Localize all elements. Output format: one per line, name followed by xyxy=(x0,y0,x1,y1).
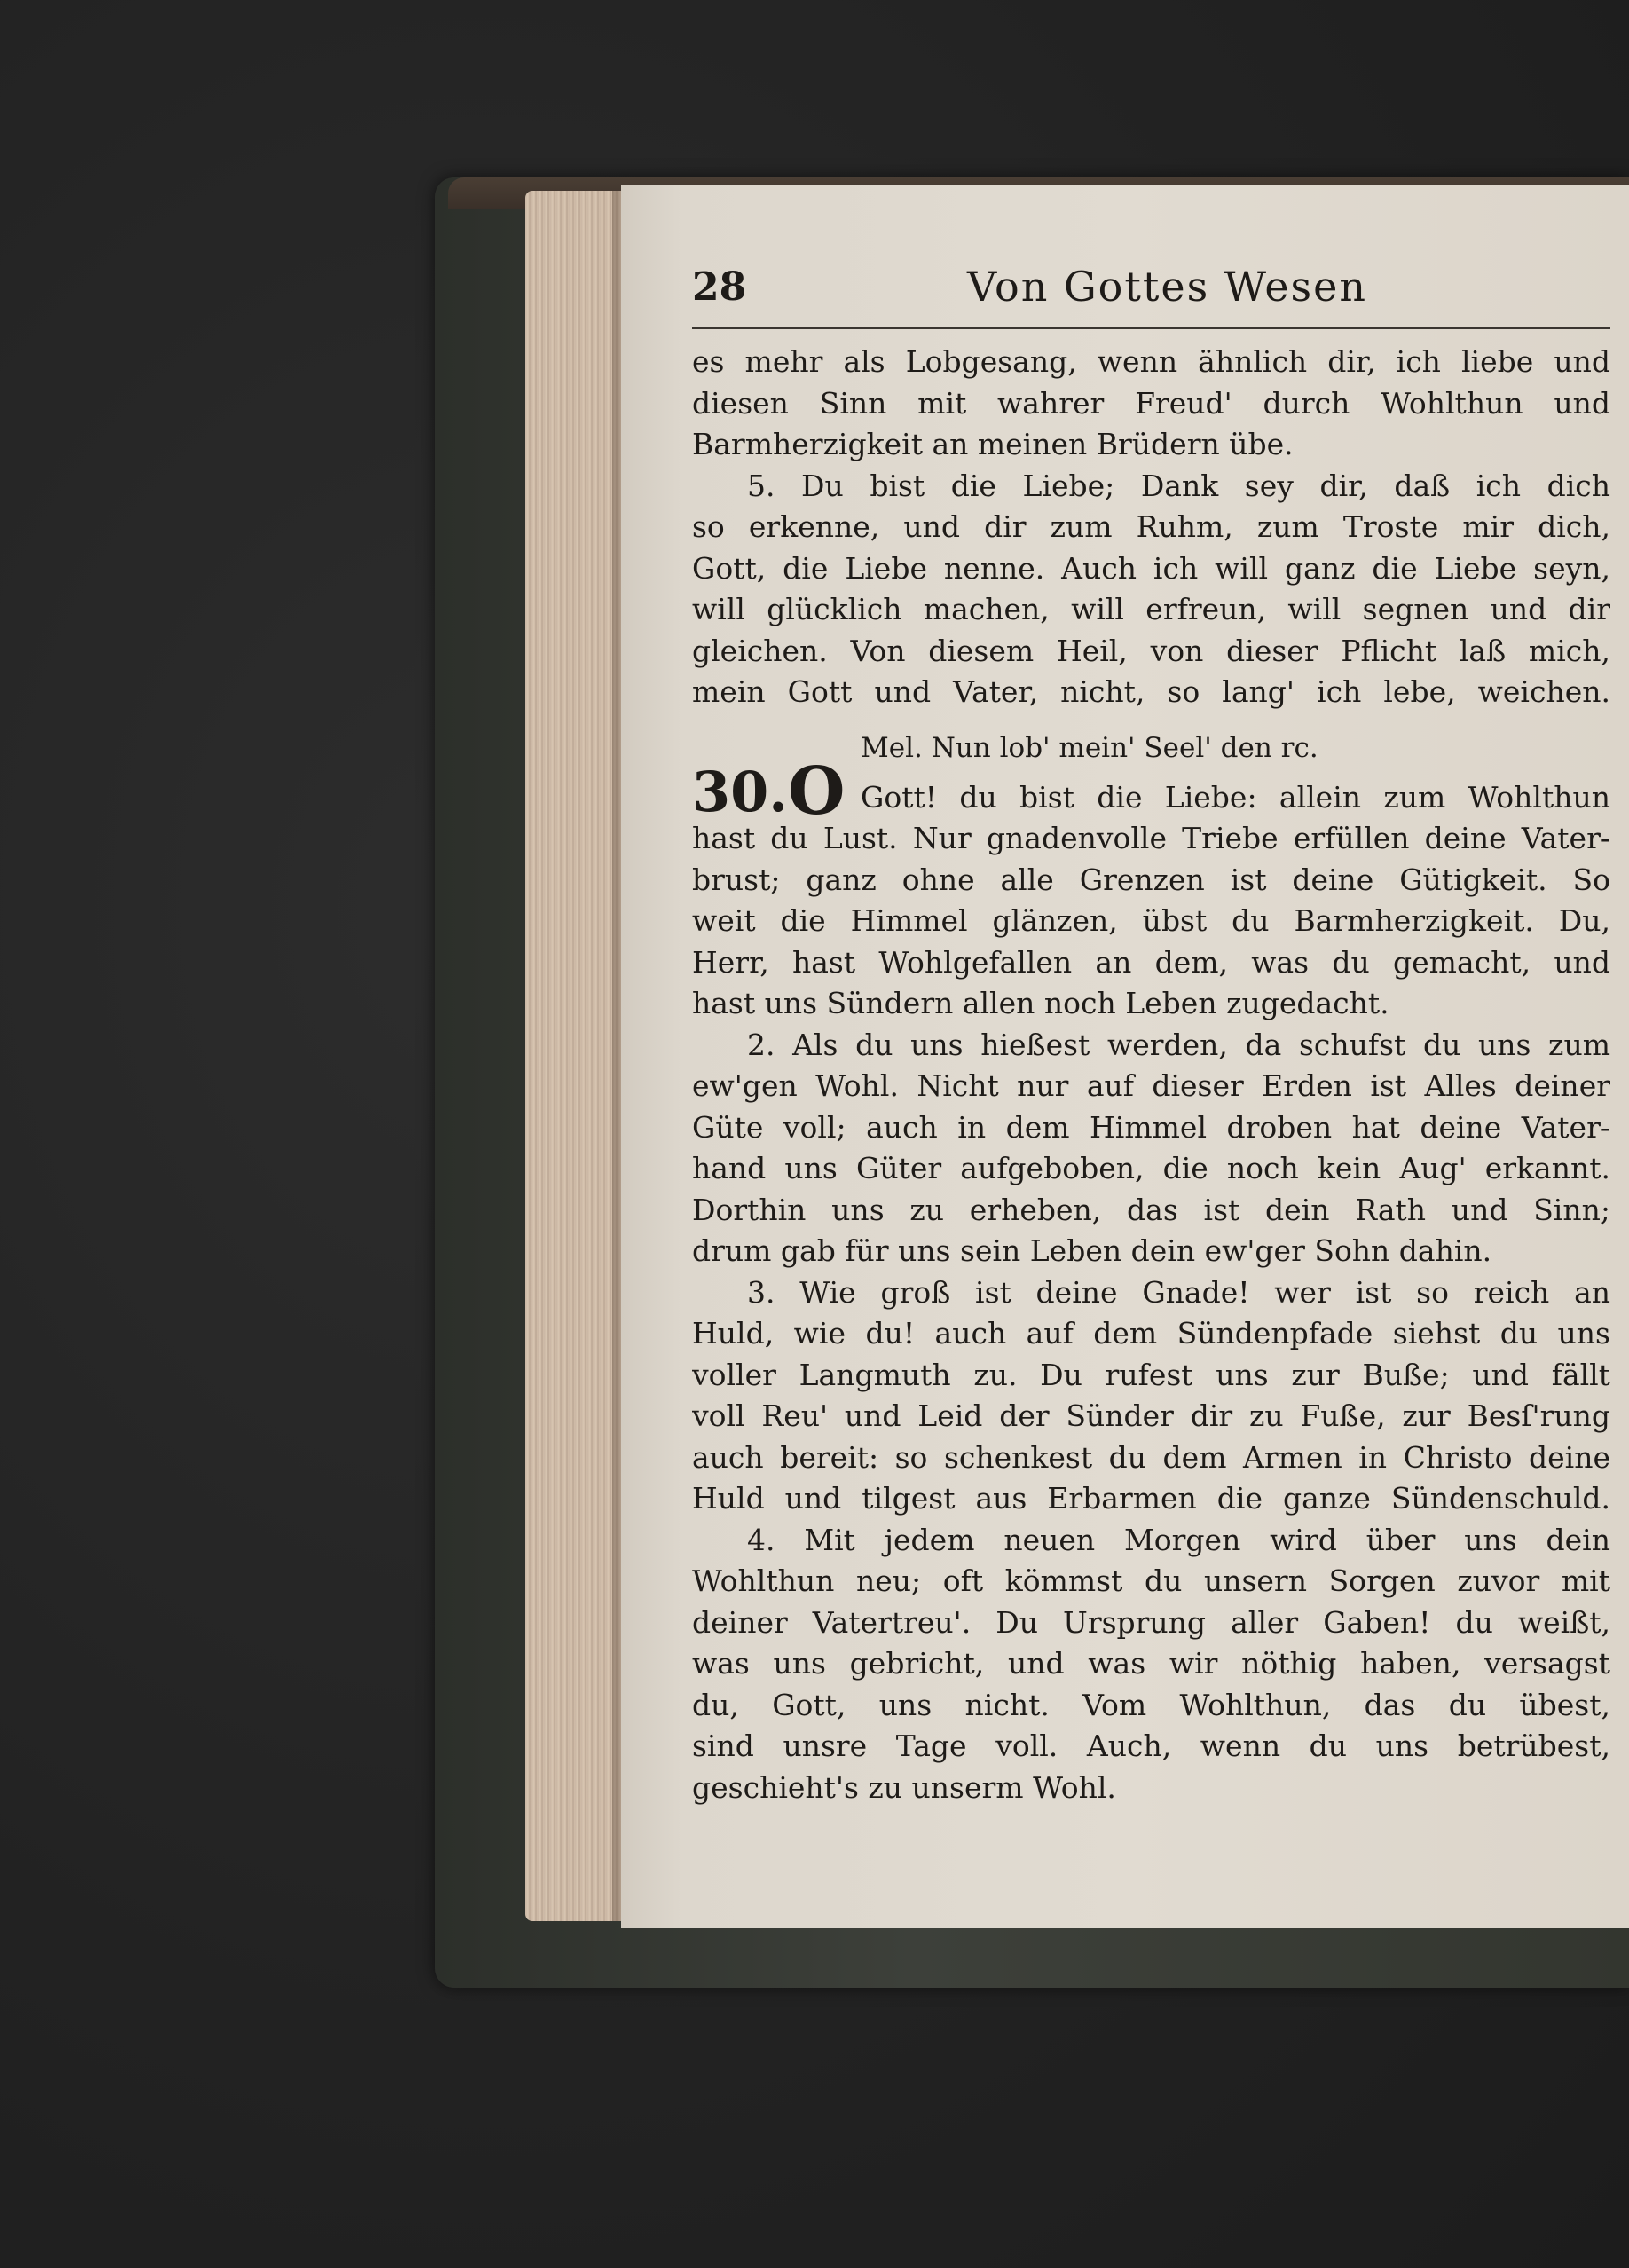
text-line: Gott, die Liebe nenne. Auch ich will ganz die Liebe seyn, xyxy=(692,550,1610,586)
text-line: 3. Wie groß ist deine Gnade! wer ist so reich an xyxy=(747,1274,1610,1310)
page-edges xyxy=(525,191,623,1921)
continued-verse xyxy=(692,342,1610,466)
text-line: weit die Himmel glänzen, übst du Barmherzigkeit. Du, xyxy=(692,903,1610,938)
text-line: was uns gebricht, und was wir nöthig haben, versagst xyxy=(692,1646,1610,1681)
text-line: will glücklich machen, will erfreun, will segnen und dir xyxy=(692,592,1610,626)
text-line: Huld und tilgest aus Erbarmen die ganze Sündenschuld. xyxy=(692,1481,1610,1516)
text-line: Güte voll; auch in dem Himmel droben hat deine Vater- xyxy=(692,1109,1610,1145)
text-line: geschieht's zu unserm Wohl. xyxy=(692,1769,1116,1805)
text-line: Herr, hast Wohlgefallen an dem, was du gemacht, und xyxy=(692,944,1610,980)
text-line: ew'gen Wohl. Nicht nur auf dieser Erden ist Alles deiner xyxy=(692,1068,1610,1103)
text-line: 5. Du bist die Liebe; Dank sey dir, daß ich dich xyxy=(747,468,1610,503)
text-line: Barmherzigkeit an meinen Brüdern übe. xyxy=(692,427,1294,461)
text-line: du, Gott, uns nicht. Vom Wohlthun, das du übest, xyxy=(692,1687,1610,1722)
text-line: hand uns Güter aufgeboben, die noch kein Aug' erkannt. xyxy=(692,1151,1610,1185)
hymn-first-line: Gott! du bist die Liebe: allein zum Wohlthun xyxy=(861,779,1610,815)
verse-3 xyxy=(692,1272,1610,1520)
drop-initial: O xyxy=(788,752,846,830)
text-line: brust; ganz ohne alle Grenzen ist deine Gütigkeit. So xyxy=(692,862,1610,897)
text-line: hast uns Sündern allen noch Leben zugedacht. xyxy=(692,986,1389,1020)
verse-4 xyxy=(692,1520,1610,1809)
page-content xyxy=(692,256,1610,1808)
text-line: 4. Mit jedem neuen Morgen wird über uns dein xyxy=(747,1522,1610,1557)
text-line: voller Langmuth zu. Du rufest uns zur Buße; und fällt xyxy=(692,1357,1610,1392)
text-line: hast du Lust. Nur gnadenvolle Triebe erfüllen deine Vater- xyxy=(692,821,1610,855)
text-line: diesen Sinn mit wahrer Freud' durch Wohlthun und xyxy=(692,385,1610,421)
hymn-30 xyxy=(692,752,1610,1809)
text-line: deiner Vatertreu'. Du Ursprung aller Gaben! du weißt, xyxy=(692,1604,1610,1640)
verse-5 xyxy=(692,466,1610,713)
text-line: Dorthin uns zu erheben, das ist dein Rath und Sinn; xyxy=(692,1192,1610,1227)
running-head: Von Gottes Wesen xyxy=(967,263,1368,311)
text-line: auch bereit: so schenkest du dem Armen in Christo deine xyxy=(692,1439,1610,1475)
melody-indication: Mel. Nun lob' mein' Seel' den rc. xyxy=(861,731,1318,764)
text-line: drum gab für uns sein Leben dein ew'ger Sohn dahin. xyxy=(692,1233,1492,1268)
text-line: voll Reu' und Leid der Sünder dir zu Fuße, zur Besſ'rung xyxy=(692,1398,1610,1433)
text-line: sind unsre Tage voll. Auch, wenn du uns betrübest, xyxy=(692,1729,1610,1763)
book-page xyxy=(621,185,1629,1928)
verse-2 xyxy=(692,1025,1610,1272)
text-line: 2. Als du uns hießest werden, da schufst du uns zum xyxy=(747,1027,1610,1062)
text-line: Huld, wie du! auch auf dem Sündenpfade siehst du uns xyxy=(692,1316,1610,1351)
text-line: gleichen. Von diesem Heil, von dieser Pflicht laß mich, xyxy=(692,633,1610,668)
hymn-first-line-row xyxy=(692,752,1610,830)
text-line: so erkenne, und dir zum Ruhm, zum Troste mir dich, xyxy=(692,509,1610,544)
page-header xyxy=(692,256,1610,329)
page-number: 28 xyxy=(692,264,747,310)
hymn-number: 30. xyxy=(692,759,788,824)
text-line: es mehr als Lobgesang, wenn ähnlich dir, ich liebe und xyxy=(692,344,1610,379)
text-line: Wohlthun neu; oft kömmst du unsern Sorgen zuvor mit xyxy=(692,1563,1610,1598)
text-line: mein Gott und Vater, nicht, so lang' ich lebe, weichen. xyxy=(692,674,1610,709)
